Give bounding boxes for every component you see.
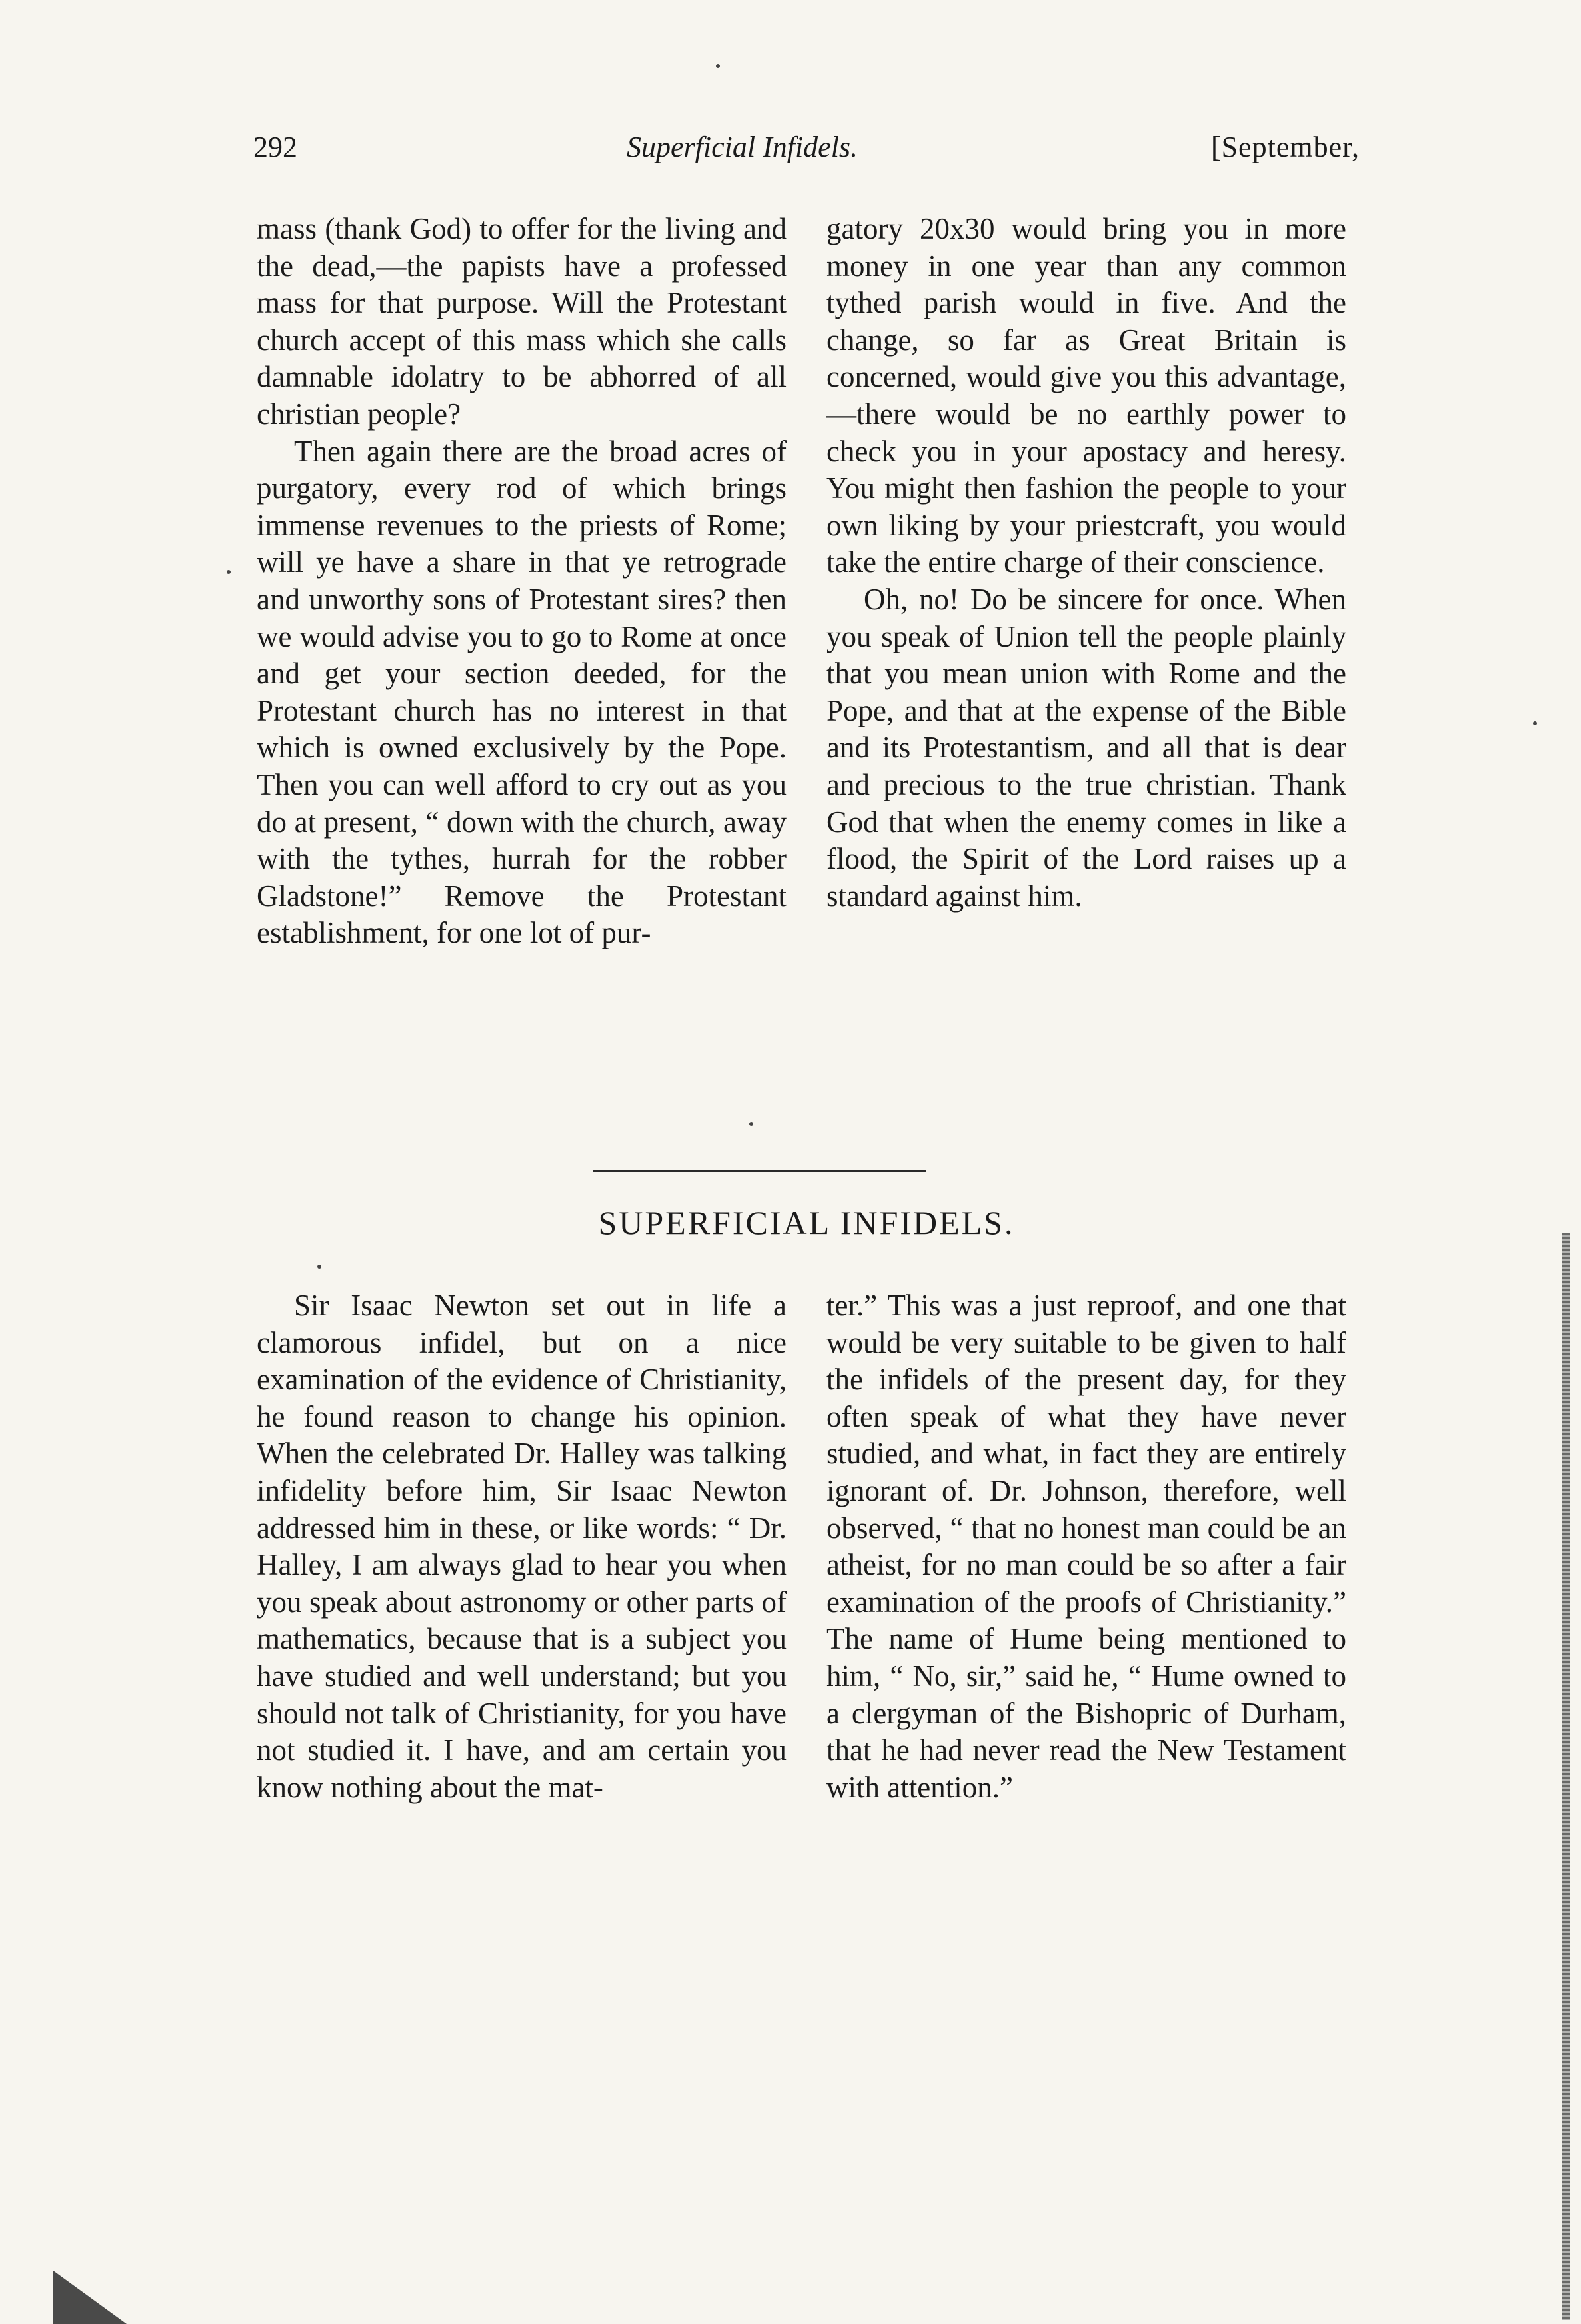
ink-speck: [749, 1122, 753, 1126]
paragraph: mass (thank God) to offer for the living and the dead,—the papists have a professed mass for that purpose. Will the Protestant church accept of this mass which she calls damnable idolatry to be abhorred of all christian people?: [257, 212, 787, 431]
section-heading: SUPERFICIAL INFIDELS.: [598, 1204, 1015, 1241]
ink-speck: [317, 1265, 321, 1269]
paragraph: Oh, no! Do be sincere for once. When you speak of Union tell the people plainly that you mean union with Rome and the Pope, and that at the expense of the Bible and its Protestantism, and all that is dear and precious to the true christian. Thank God that when the enemy comes in like a flood, the Spirit of the Lord raises up a standard against him.: [826, 582, 1346, 913]
running-title: Superficial Infidels.: [627, 131, 858, 163]
page-number: 292: [253, 131, 297, 163]
paragraph: gatory 20x30 would bring you in more money in one year than any common tythed parish would in five. And the change, so far as Great Britain is concerned, would give you this advantage, —there would be no earthly power to check you in your apostacy and heresy. You might then fashion the people to your own liking by your priestcraft, you would take the entire charge of their conscience.: [826, 212, 1346, 579]
ink-speck: [716, 64, 720, 68]
paragraph: ter.” This was a just reproof, and one that would be very suitable to be given to half the infidels of the present day, for they often speak of what they have never studied, and what, in fact they are entirely ignorant of. Dr. Johnson, therefore, well observed, “ that no honest man could be an atheist, for no man could be so after a fair examination of the proofs of Christianity.” The name of Hume being mentioned to him, “ No, sir,” said he, “ Hume owned to a clergyman of the Bishopric of Durham, that he had never read the New Testament with attention.”: [826, 1289, 1346, 1804]
ink-speck: [227, 570, 231, 574]
paragraph: Sir Isaac Newton set out in life a clamorous infidel, but on a nice examination of the evidence of Christianity, he found reason to change his opinion. When the celebrated Dr. Halley was talking infidelity before him, Sir Isaac Newton addressed him in these, or like words: “ Dr. Halley, I am always glad to hear you when you speak about astronomy or other parts of mathematics, because that is a subject you have studied and well understand; but you should not talk of Christianity, for you have not studied it. I have, and am certain you know nothing about the mat-: [257, 1289, 787, 1804]
binding-edge: [1562, 1233, 1570, 2320]
running-head: [253, 130, 1360, 177]
running-month: [September,: [1210, 131, 1360, 163]
article-two-left-column: [257, 1287, 787, 1961]
article-two-right-column: [826, 1287, 1346, 1927]
corner-scan-mark: [53, 2271, 127, 2324]
article-one-left-column: [257, 211, 787, 1131]
section-divider-rule: [593, 1170, 926, 1172]
article-one-right-column: [826, 211, 1346, 1077]
paragraph: Then again there are the broad acres of purgatory, every rod of which brings immense revenues to the priests of Rome; will ye have a share in that ye retrograde and unworthy sons of Protestant sires? then we would advise you to go to Rome at once and get your section deeded, for the Protestant church has no interest in that which is owned exclusively by the Pope. Then you can well afford to cry out as you do at present, “ down with the church, away with the tythes, hurrah for the robber Gladstone!” Remove the Protestant establishment, for one lot of pur-: [257, 434, 787, 950]
ink-speck: [1533, 721, 1537, 725]
